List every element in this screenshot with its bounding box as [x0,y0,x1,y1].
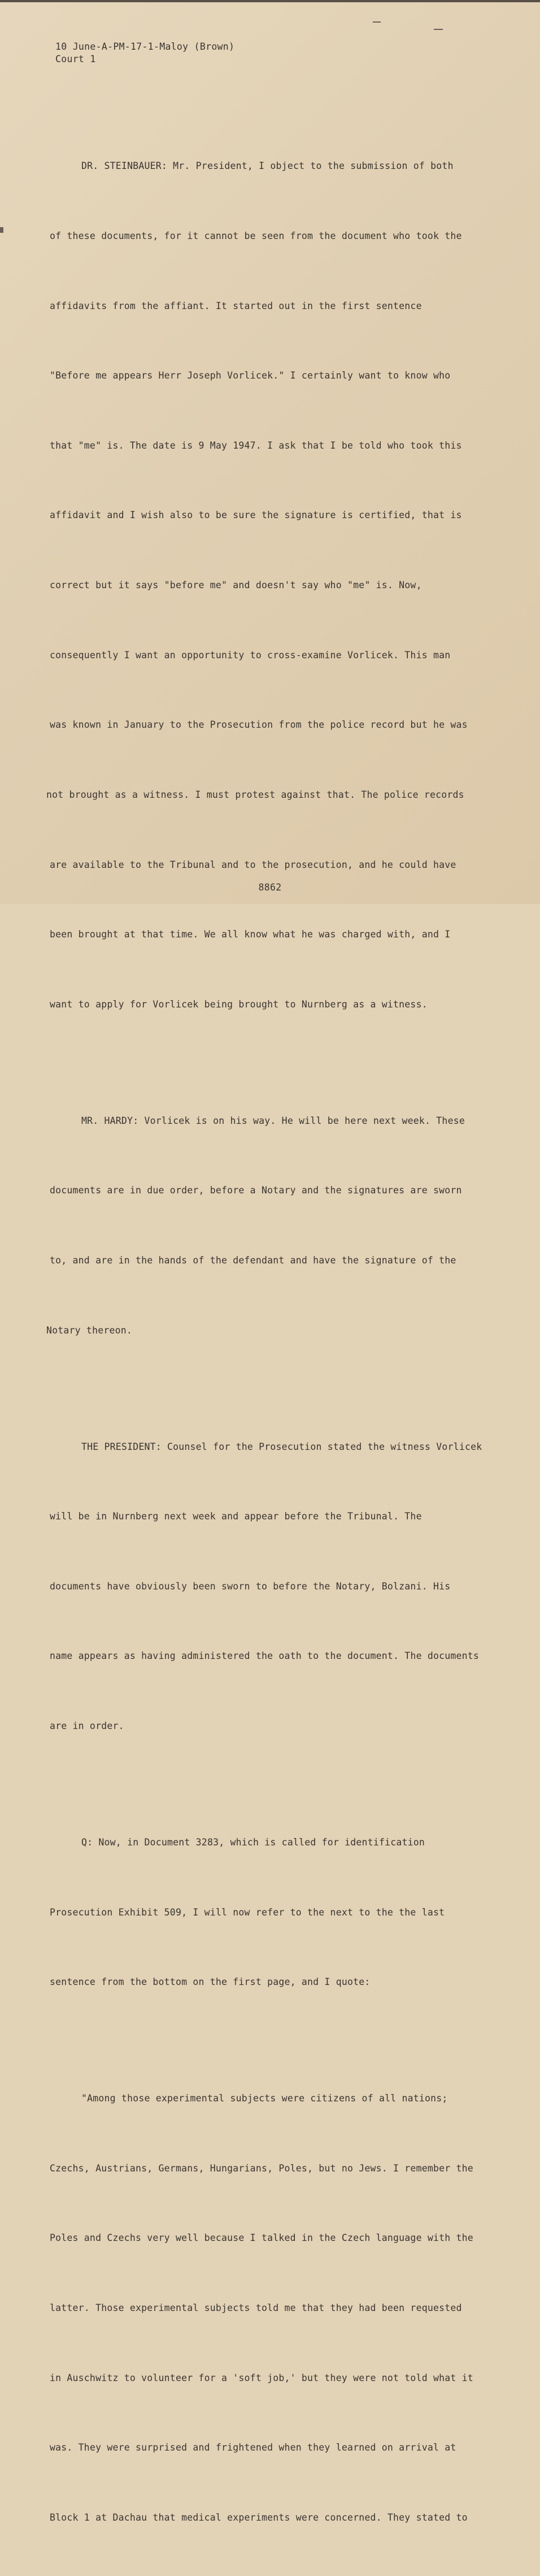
paragraph-quote [46,2040,498,2576]
text-line: Poles and Czechs very well because I talked in the Czech language with the [50,2232,473,2244]
text-line: DR. STEINBAUER: Mr. President, I object to the submission of both [81,160,454,172]
text-line: Czechs, Austrians, Germans, Hungarians, Poles, but no Jews. I remember the [50,2162,473,2174]
text-line: will be in Nurnberg next week and appear before the Tribunal. The [50,1511,422,1522]
text-line: name appears as having administered the oath to the document. The documents [50,1650,480,1662]
text-line: THE PRESIDENT: Counsel for the Prosecution stated the witness Vorlicek [81,1441,482,1452]
text-line: affidavit and I wish also to be sure the signature is certified, that is [50,510,462,521]
text-line: Prosecution Exhibit 509, I will now refer to the next to the the last [50,1906,445,1918]
text-line: was. They were surprised and frightened when they learned on arrival at [50,2442,456,2453]
text-line: been brought at that time. We all know what he was charged with, and I [50,929,451,940]
text-line: to, and are in the hands of the defendant and have the signature of the [50,1254,456,1266]
text-line: in Auschwitz to volunteer for a 'soft job,' but they were not told what it [50,2372,473,2383]
text-line: correct but it says "before me" and doesn't say who "me" is. Now, [50,580,422,591]
text-line: Q: Now, in Document 3283, which is called for identification [81,1837,425,1848]
text-line: documents have obviously been sworn to before the Notary, Bolzani. His [50,1580,451,1592]
text-line: documents are in due order, before a Notary and the signatures are sworn [50,1185,462,1196]
text-line: consequently I want an opportunity to cross-examine Vorlicek. This man [50,649,451,661]
header-court: Court 1 [55,54,96,64]
header-reference: 10 June-A-PM-17-1-Maloy (Brown) [55,41,235,52]
text-line: MR. HARDY: Vorlicek is on his way. He will be here next week. These [81,1115,465,1126]
transcript-body [46,108,498,2576]
text-line: Block 1 at Dachau that medical experiments were concerned. They stated to [50,2512,468,2523]
text-line: are in order. [50,1721,124,1732]
paragraph-hardy [46,1062,498,1388]
text-line: sentence from the bottom on the first page, and I quote: [50,1976,371,1988]
text-line: was known in January to the Prosecution from the police record but he was [50,719,468,731]
paragraph-steinbauer [46,108,498,1062]
document-header [55,41,234,66]
text-line: affidavits from the affiant. It started out in the first sentence [50,300,422,311]
text-line: of these documents, for it cannot be seen from the document who took the [50,231,462,242]
text-line: want to apply for Vorlicek being brought to Nurnberg as a witness. [50,998,428,1010]
text-line: not brought as a witness. I must protest against that. The police records [46,789,464,800]
text-line: are available to the Tribunal and to the prosecution, and he could have [50,859,456,870]
text-line: that "me" is. The date is 9 May 1947. I ask that I be told who took this [50,440,462,451]
page-number: 8862 [258,882,282,893]
paper-speck [373,21,381,23]
paper-speck [434,29,443,30]
paragraph-question [46,1784,498,2040]
paper-speck [0,227,3,233]
text-line: "Before me appears Herr Joseph Vorlicek." I certainly want to know who [50,370,451,381]
text-line: Notary thereon. [46,1324,133,1336]
text-line: "Among those experimental subjects were citizens of all nations; [81,2093,448,2104]
text-line: latter. Those experimental subjects told me that they had been requested [50,2303,462,2314]
paragraph-president [46,1388,498,1784]
